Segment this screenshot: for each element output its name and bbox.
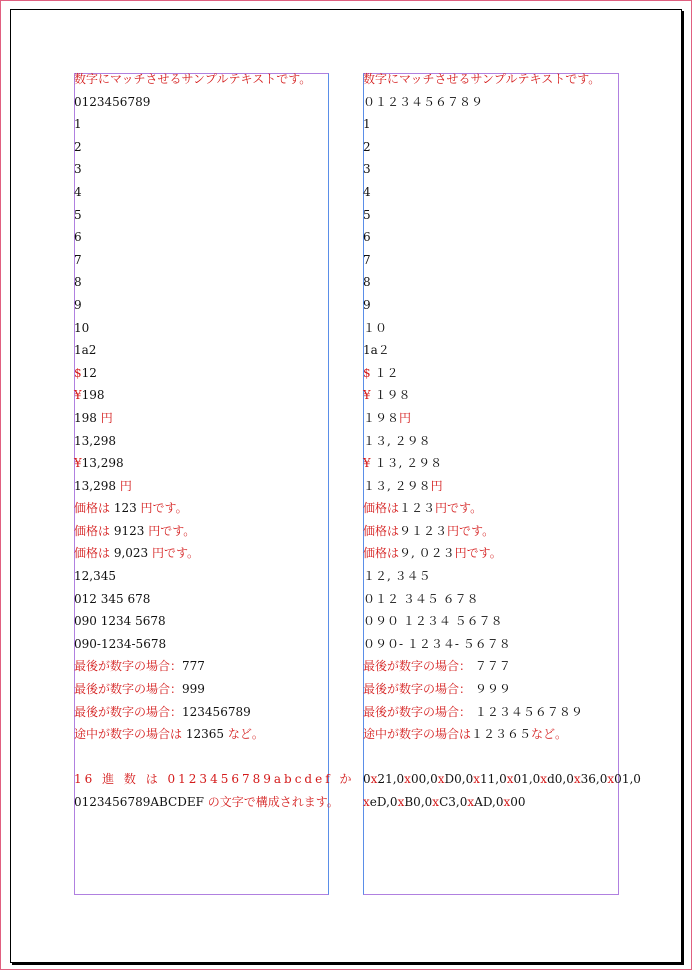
label: 最後が数字の場合： (74, 682, 183, 697)
text-line: 7 (74, 252, 82, 267)
text-line: 6 (363, 230, 371, 245)
label: 最後が数字の場合： (363, 682, 472, 697)
number: 9123 (113, 523, 149, 538)
number: １３, ２９８ (363, 478, 431, 493)
heading: 数字にマッチさせるサンプルテキストです。 (363, 72, 601, 86)
blank-line (363, 746, 619, 769)
text-line: ０９０ １２３４ ５６７８ (363, 614, 503, 629)
number: 13,298 (74, 478, 120, 493)
text-line: 16 進 数 は 0123456789abcdef か (74, 772, 355, 787)
number: 12365 (185, 727, 228, 742)
text-line: 3 (363, 162, 371, 177)
text-line (74, 384, 329, 407)
text-line (74, 407, 329, 430)
text-line: 5 (363, 207, 371, 222)
text-line: 090 1234 5678 (74, 614, 166, 629)
label: など。 (531, 727, 568, 742)
text-line (74, 655, 329, 678)
number: 198 (74, 410, 101, 425)
label: 途中が数字の場合は (74, 727, 186, 742)
hex-line: 0x21,0x00,0xD0,0x11,0x01,0xd0,0x36,0x01,0 (363, 772, 641, 787)
label: 価格は (363, 546, 400, 561)
label: 価格は (74, 501, 114, 516)
text-line (74, 542, 329, 565)
label: 円です。 (148, 523, 196, 538)
text-line (74, 362, 329, 385)
currency-symbol: $ (74, 365, 82, 380)
text-line: 2 (363, 139, 371, 154)
blank-line (74, 746, 329, 769)
heading: 数字にマッチさせるサンプルテキストです。 (74, 72, 312, 86)
text-line: ０１２ ３４５ ６７８ (363, 591, 479, 606)
text-line: 1a2 (74, 343, 97, 358)
text-line: 4 (74, 184, 82, 199)
text-line (363, 723, 619, 746)
currency-unit: 円 (399, 410, 412, 425)
text-line (363, 384, 619, 407)
number: ７７７ (471, 659, 511, 674)
label: 価格は (74, 523, 114, 538)
currency-unit: 円 (430, 478, 443, 493)
currency-symbol: ¥ (363, 388, 371, 403)
number: １９８ (370, 388, 411, 403)
number: １３, ２９８ (370, 456, 443, 471)
number: ９, ０２３ (399, 546, 455, 561)
label: 円です。 (454, 546, 502, 561)
text-line: 8 (363, 275, 371, 290)
text-line: 1 (74, 117, 82, 132)
text-line: 8 (74, 275, 82, 290)
text-line: 6 (74, 230, 82, 245)
number: 123456789 (182, 704, 251, 719)
text-line (74, 723, 329, 746)
text-line: 1 (363, 117, 371, 132)
text-line (363, 497, 619, 520)
currency-unit: 円 (119, 478, 132, 493)
label: 価格は (363, 501, 400, 516)
left-column (74, 68, 355, 814)
label: 最後が数字の場合： (363, 659, 472, 674)
label: 価格は (363, 523, 400, 538)
number: 198 (81, 388, 105, 403)
text-line (363, 452, 619, 475)
text-line (363, 678, 619, 701)
number: 123 (113, 501, 141, 516)
number: １２３ (399, 501, 436, 516)
label: 最後が数字の場合： (74, 659, 183, 674)
currency-unit: 円 (100, 410, 113, 425)
text-line (363, 407, 619, 430)
number: 13,298 (81, 456, 124, 471)
hex-line: xeD,0xB0,0xC3,0xAD,0x00 (363, 795, 526, 809)
text-line (74, 520, 329, 543)
label: 価格は (74, 546, 114, 561)
text-line (74, 497, 329, 520)
currency-symbol: $ (363, 365, 371, 380)
label: 円です。 (435, 501, 483, 516)
label: 最後が数字の場合： (74, 704, 183, 719)
text-line: 9 (363, 297, 371, 312)
number: １２３４５６７８９ (471, 704, 583, 719)
right-column (363, 68, 641, 814)
text-line: １２, ３４５ (363, 569, 431, 584)
text-line (363, 655, 619, 678)
text-line (74, 791, 339, 814)
text-line (74, 475, 329, 498)
text-line (74, 452, 329, 475)
text-line: 5 (74, 207, 82, 222)
text-line (363, 701, 619, 724)
number: １２ (370, 365, 399, 380)
text-line: ０９０- １２３４- ５６７８ (363, 636, 511, 651)
text-line (74, 678, 329, 701)
number: ９９９ (471, 682, 511, 697)
label: など。 (227, 727, 264, 742)
label: 円です。 (447, 523, 495, 538)
text-line: 9 (74, 297, 82, 312)
text-line: 4 (363, 184, 371, 199)
text-line: 1a２ (363, 343, 390, 358)
number: 777 (182, 659, 205, 674)
text-line (363, 542, 619, 565)
label: 途中が数字の場合は (363, 727, 472, 742)
text-line (363, 475, 619, 498)
currency-symbol: ¥ (74, 388, 82, 403)
text-line: 13,298 (74, 433, 116, 448)
text-line: 090-1234-5678 (74, 636, 167, 651)
label: 円です。 (152, 546, 200, 561)
number: １９８ (363, 410, 400, 425)
text-line: 0123456789 (74, 94, 151, 109)
currency-symbol: ¥ (74, 456, 82, 471)
number: 12 (81, 365, 97, 380)
text-line (363, 520, 619, 543)
text-line: １０ (363, 320, 388, 335)
label: の文字で構成されます。 (207, 795, 339, 809)
text-line: 3 (74, 162, 82, 177)
text-line (74, 701, 329, 724)
label: 最後が数字の場合： (363, 704, 472, 719)
text-line: 012 345 678 (74, 591, 151, 606)
number: ９１２３ (399, 523, 448, 538)
text-line: ０１２３４５６７８９ (363, 94, 484, 109)
text-line: １３, ２９８ (363, 433, 431, 448)
text-line: 7 (363, 252, 371, 267)
number: 0123456789ABCDEF (74, 795, 208, 809)
text-line: 2 (74, 139, 82, 154)
currency-symbol: ¥ (363, 456, 371, 471)
label: 円です。 (140, 501, 188, 516)
number: １２３６５ (471, 727, 532, 742)
number: 9,023 (113, 546, 152, 561)
text-line: 10 (74, 320, 90, 335)
number: 999 (182, 682, 205, 697)
text-line (363, 362, 619, 385)
text-line: 12,345 (74, 569, 116, 584)
